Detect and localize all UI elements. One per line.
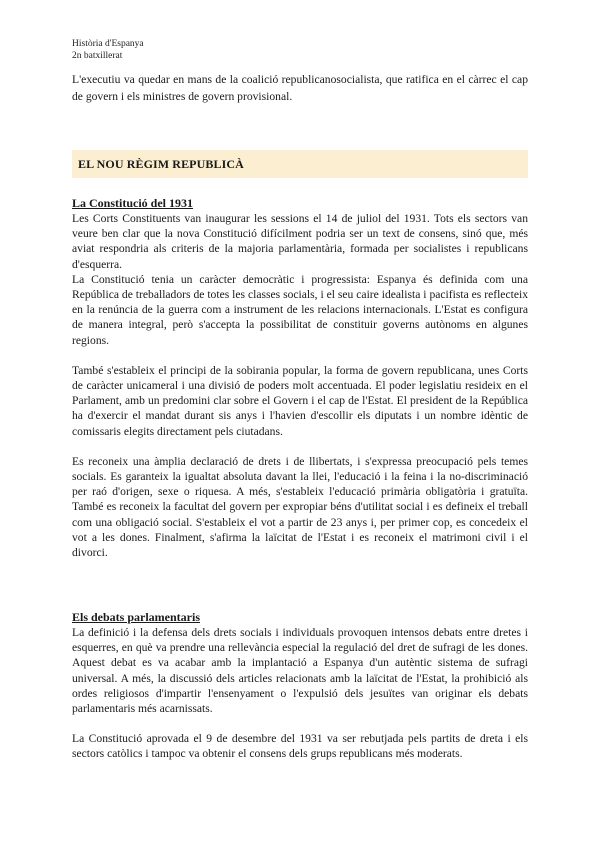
paragraph: La Constitució aprovada el 9 de desembre del 1931 va ser rebutjada pels partits de dreta i els sectors catòlics i tampoc va obtenir el consens dels grups republicans més moderats. — [72, 732, 528, 761]
subsection-title-constitucio: La Constitució del 1931 — [72, 196, 194, 210]
subsection-constitucio — [72, 196, 528, 560]
paragraph: Es reconeix una àmplia declaració de drets i de llibertats, i s'expressa preocupació pels temes socials. Es garanteix la igualtat absoluta davant la llei, l'educació i la feina i la no-discriminació per raó d'origen, sexe o riquesa. A més, s'estableix l'educació primària obligatòria i gratuïta. També es reconeix la facultat del govern per expropiar béns d'utilitat social i es defineix el treball com una obligació social. S'estableix el vot a partir de 23 anys i, per primer cop, es concedeix el vot a les dones. Finalment, s'afirma la laïcitat de l'Estat i es reconeix el matrimoni civil i el divorci. — [72, 454, 528, 560]
page-header — [72, 38, 144, 62]
section-title: EL NOU RÈGIM REPUBLICÀ — [78, 156, 244, 171]
header-subject: Història d'Espanya — [72, 39, 144, 49]
subsection-title-debats: Els debats parlamentaris — [72, 610, 201, 624]
paragraph-gap — [72, 348, 528, 363]
paragraph-gap — [72, 439, 528, 454]
paragraph: També s'estableix el principi de la sobirania popular, la forma de govern republicana, unes Corts de caràcter unicameral i una divisió de poders molt accentuada. El poder legislatiu resideix en el Parlament, amb un predomini clar sobre el Govern i el cap de l'Estat. El president de la República ha d'exercir el mandat durant sis anys i l'havien d'escollir els diputats i un nombre idèntic de comissaris elegits directament pels ciutadans. — [72, 363, 528, 438]
intro-paragraph: L'executiu va quedar en mans de la coalició republicanosocialista, que ratifica en el càrrec el cap de govern i els ministres de govern provisional. — [72, 73, 528, 103]
paragraph: La Constitució tenia un caràcter democràtic i progressista: Espanya és definida com una República de treballadors de totes les classes socials, i el seu caire idealista i pacifista es reflecteix en la renúncia de la guerra com a instrument de les relacions internacionals. L'Estat es configura de manera integral, però s'accepta la possibilitat de constituir governs autònoms en algunes regions. — [72, 272, 528, 347]
paragraph: Les Corts Constituents van inaugurar les sessions el 14 de juliol del 1931. Tots els sectors van veure ben clar que la nova Constitució difícilment podria ser un text de consens, sinó que, més aviat respondria als criteris de la majoria parlamentària, formada per socialistes i republicans d'esquerra. — [72, 212, 528, 271]
paragraph-gap — [72, 716, 528, 731]
paragraph: La definició i la defensa dels drets socials i individuals provoquen intensos debats entre dretes i esquerres, en què va prendre una rellevància especial la regulació del dret de sufragi de les dones. Aquest debat es va acabar amb la implantació a Espanya d'un autèntic sistema de sufragi universal. A més, la discussió dels articles relacionats amb la laïcitat de l'Estat, la prohibició als ordes religiosos d'impartir l'ensenyament o l'expulsió dels jesuïtes van originar els debats parlamentaris més acarnissats. — [72, 626, 528, 716]
header-course: 2n batxillerat — [72, 51, 123, 61]
section-heading-banner — [72, 150, 528, 178]
subsection-debats — [72, 610, 528, 762]
